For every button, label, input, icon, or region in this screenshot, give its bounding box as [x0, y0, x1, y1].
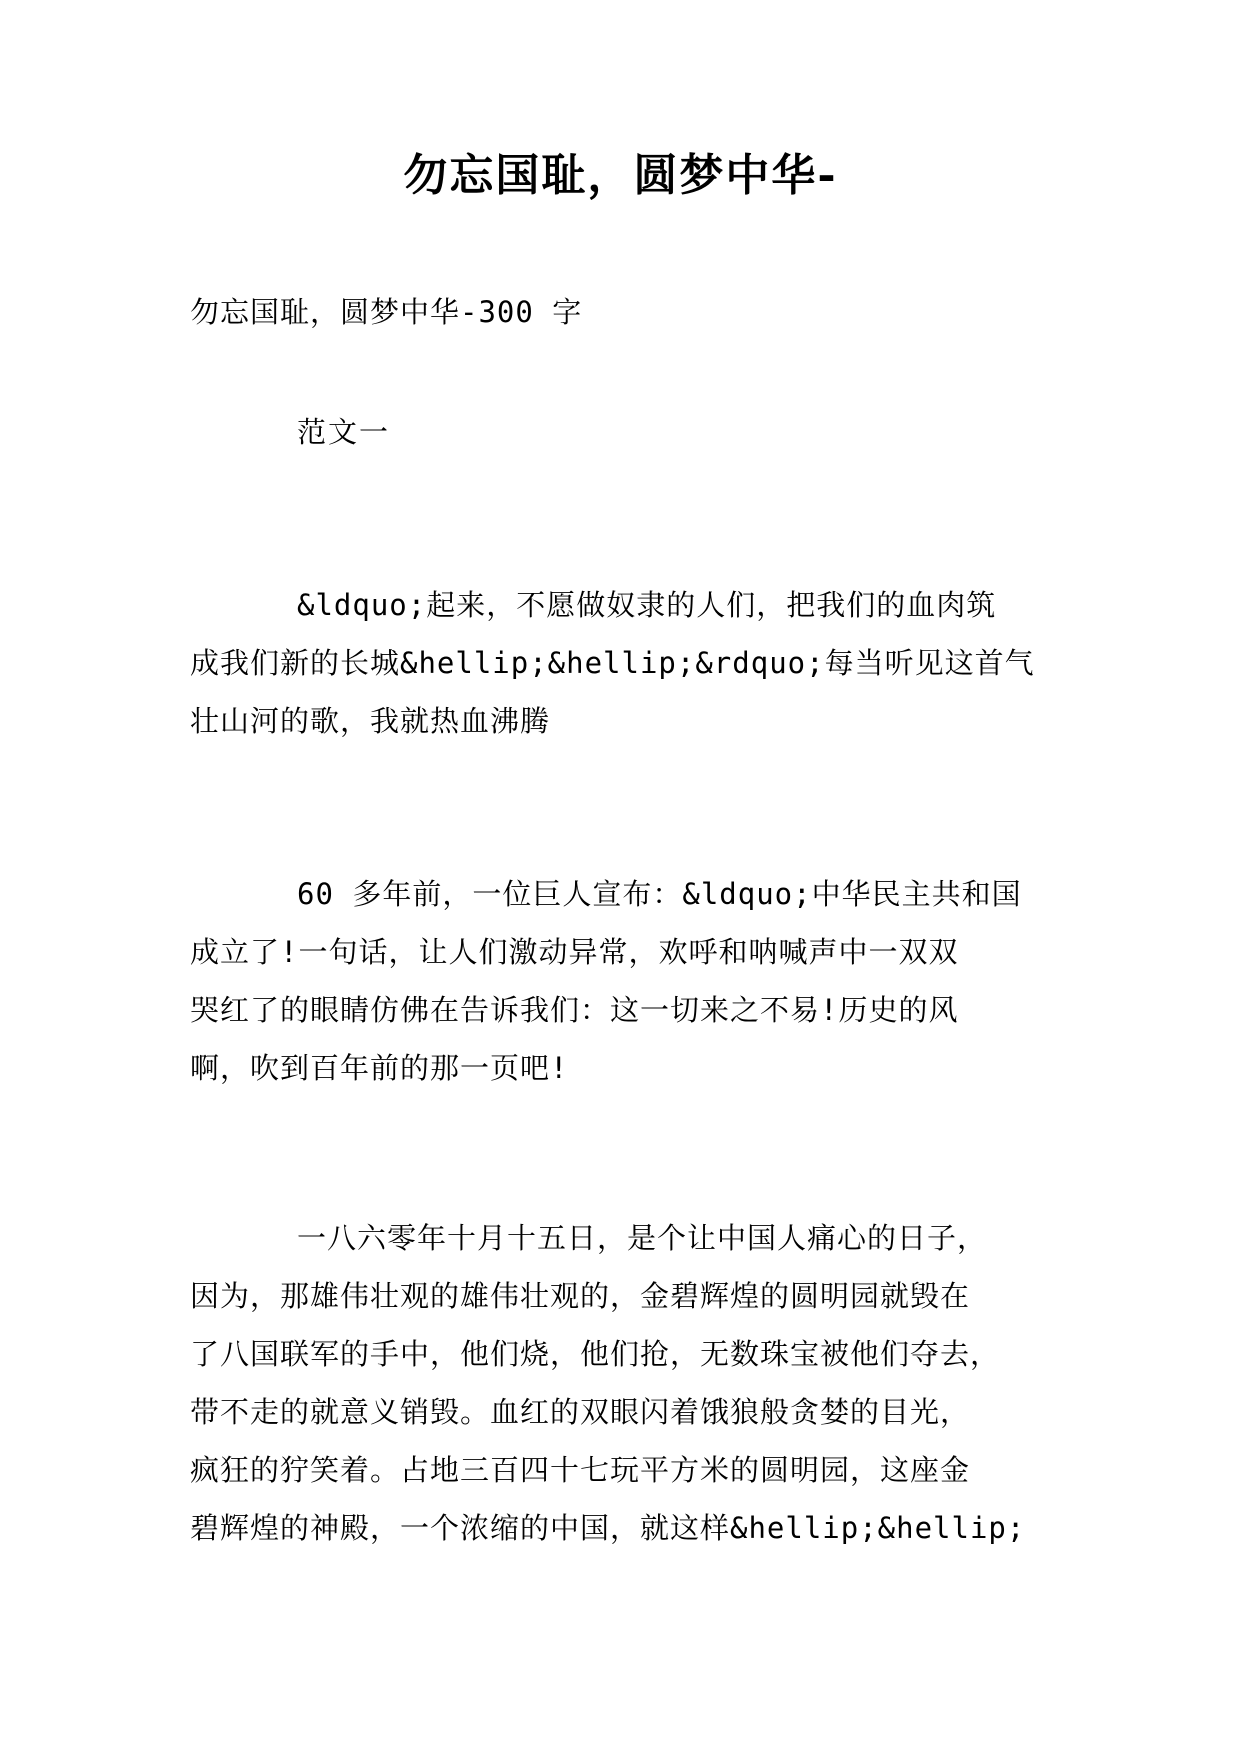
document-title: 勿忘国耻，圆梦中华- — [403, 150, 838, 201]
paragraph-line: 啊，吹到百年前的那一页吧! — [190, 1051, 569, 1085]
paragraph-line: 60 多年前，一位巨人宣布：&ldquo;中华民主共和国 — [297, 877, 1022, 911]
paragraph-line: 壮山河的歌，我就热血沸腾 — [190, 704, 551, 738]
document-subtitle: 勿忘国耻，圆梦中华-300 字 — [190, 295, 583, 329]
paragraph-line: 了八国联军的手中，他们烧，他们抢，无数珠宝被他们夺去， — [190, 1337, 1001, 1371]
paragraph-line: 疯狂的狞笑着。占地三百四十七玩平方米的圆明园，这座金 — [190, 1453, 971, 1487]
section-label: 范文一 — [297, 415, 391, 449]
paragraph-3 — [190, 1209, 1060, 1557]
paragraph-line: 成立了!一句话，让人们激动异常，欢呼和呐喊声中一双双 — [190, 935, 959, 969]
paragraph-line: 带不走的就意义销毁。血红的双眼闪着饿狼般贪婪的目光， — [190, 1395, 971, 1429]
paragraph-line: &ldquo;起来，不愿做奴隶的人们，把我们的血肉筑 — [297, 588, 997, 622]
paragraph-line: 一八六零年十月十五日，是个让中国人痛心的日子， — [297, 1221, 988, 1255]
paragraph-line: 碧辉煌的神殿，一个浓缩的中国，就这样&hellip;&hellip; — [190, 1511, 1026, 1545]
paragraph-line: 哭红了的眼睛仿佛在告诉我们：这一切来之不易!历史的风 — [190, 993, 959, 1027]
paragraph-2 — [190, 865, 1060, 1097]
paragraph-line: 因为，那雄伟壮观的雄伟壮观的，金碧辉煌的圆明园就毁在 — [190, 1279, 971, 1313]
paragraph-line: 成我们新的长城&hellip;&hellip;&rdquo;每当听见这首气 — [190, 646, 1035, 680]
paragraph-1 — [190, 576, 1060, 750]
